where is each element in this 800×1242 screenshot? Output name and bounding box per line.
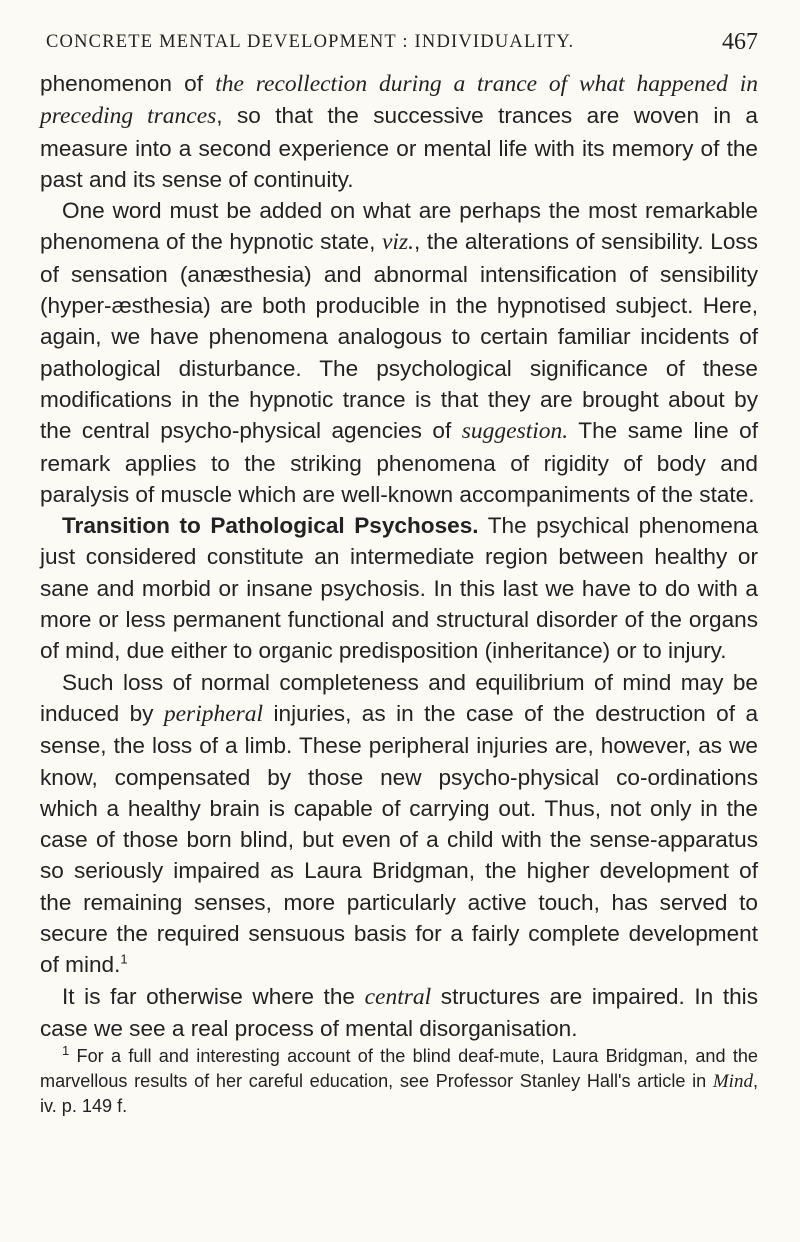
italic-run: viz. [381,229,414,256]
italic-run: peripheral [163,700,264,727]
text-run: phenomenon of [40,71,216,96]
section-heading: Transition to Pathological Psychoses. [62,513,479,539]
text-run: injuries, as in the case of the destruction of a sense, the loss of a limb. These peripheral injuries are, however, as we know, compensated by those new psycho-physical co-ordinations which a healthy brain is capable of carrying out. Thus, not only in the case of those born blind, but even of a child with the sense-apparatus so seriously impaired as Laura Bridgman, the higher development of the remaining senses, more particularly active touch, has served to secure the required sensuous basis for a fairly complete development of mind. [40,700,759,978]
footnote [40,1044,758,1119]
paragraph-1 [40,68,758,195]
footnote-reference: 1 [120,951,128,967]
text-run: , iv. p. 149 f. [40,1071,758,1117]
text-run: The same line of remark applies to the striking phenomena of rigidity of body and paralysis of muscle which are well-known accompaniments of the state. [40,418,758,507]
book-page [40,22,758,1119]
text-run: It is far otherwise where the [62,983,365,1009]
header-title: CONCRETE MENTAL DEVELOPMENT : INDIVIDUALITY. [46,32,575,52]
text-run: Such loss of normal completeness and equilibrium of mind may be induced by [40,669,758,726]
text-run: , so that the successive trances are woven in a measure into a second experience or mental life with its memory of the past and its sense of continuity. [40,103,758,192]
paragraph-2 [40,195,758,510]
italic-run: the recollection during a trance of what happened in preceding trances [40,71,758,130]
page-number: 467 [722,29,758,55]
text-run: For a full and interesting account of the blind deaf-mute, Laura Bridgman, and the marvellous results of her careful education, see Professor Stanley Hall's article in [40,1046,758,1092]
paragraph-5 [40,981,758,1045]
italic-run: suggestion. [461,418,569,445]
text-run: structures are impaired. In this case we see a real process of mental disorganisation. [40,983,758,1041]
paragraph-4 [40,667,758,981]
running-header [40,22,758,62]
text-run: One word must be added on what are perhaps the most remarkable phenomena of the hypnotic state, [40,198,758,255]
paragraph-3 [40,510,758,666]
footnote-mark: 1 [62,1043,70,1059]
text-run: The psychical phenomena just considered constitute an intermediate region between healthy or sane and morbid or insane psychosis. In this last we have to do with a more or less permanent functional and structural disorder of the organs of mind, due either to organic predisposition (inheritance) or to injury. [40,513,758,664]
italic-run: central [364,983,432,1010]
text-run: , the alterations of sensibility. Loss of sensation (anæsthesia) and abnormal intensification of sensibility (hyper-æsthesia) are both producible in the hypnotised subject. Here, again, we have phenomena analogous to certain familiar incidents of pathological disturbance. The psychological significance of these modifications in the hypnotic trance is that they are brought about by the central psycho-physical agencies of [40,229,758,444]
body-text [40,68,758,1119]
italic-run: Mind [712,1071,753,1093]
